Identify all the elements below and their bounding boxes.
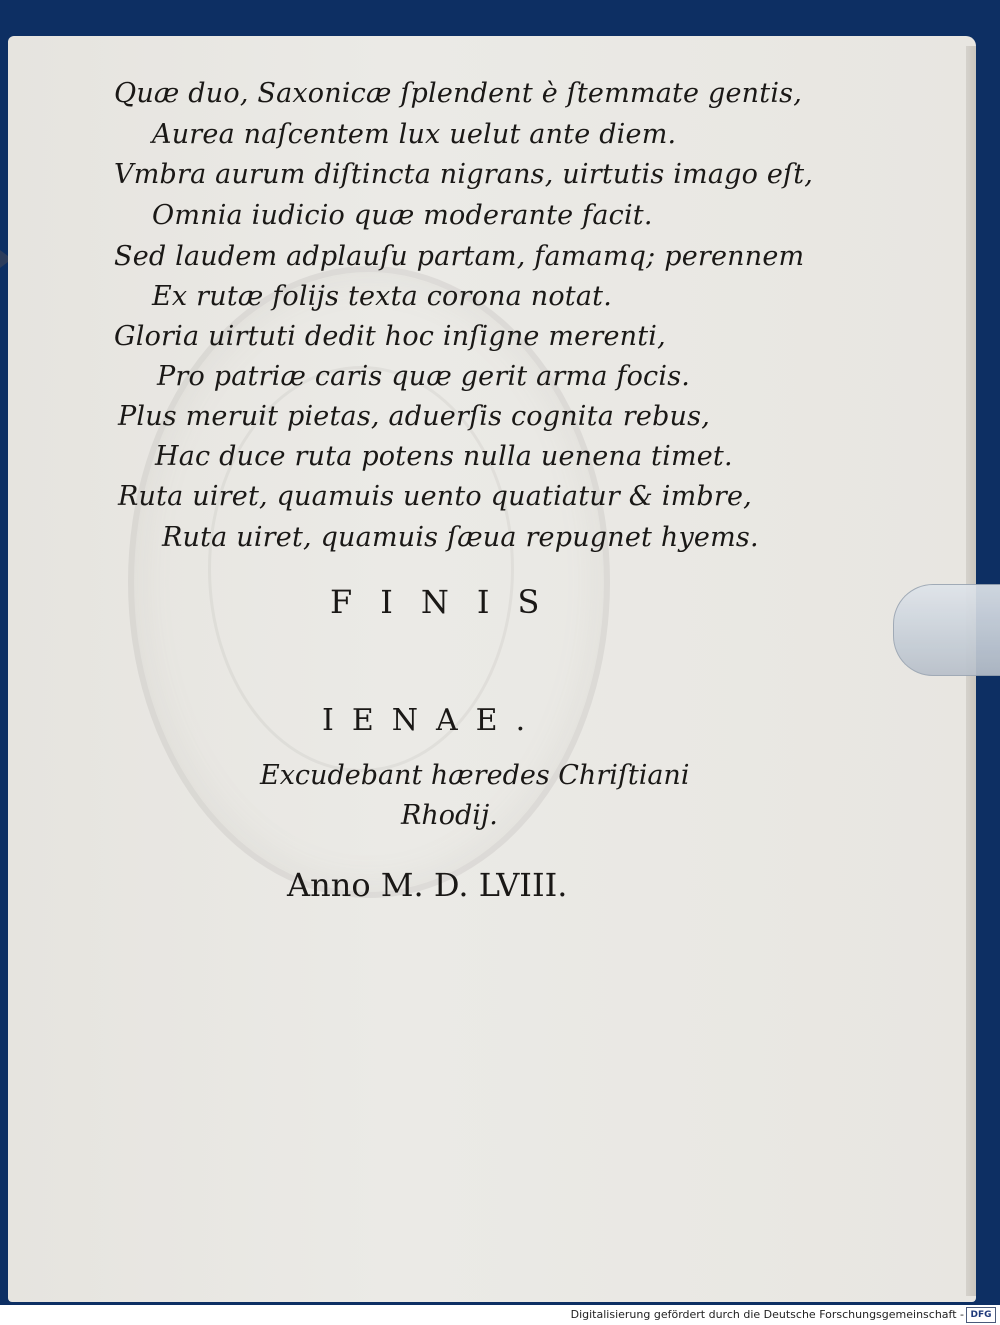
verse-line: Omnia iudicio quæ moderante facit. <box>152 200 653 231</box>
verse-line: Ruta uiret, quamuis uento quatiatur & imbre, <box>118 481 752 512</box>
verse-line: Ruta uiret, quamuis ſæua repugnet hyems. <box>162 522 759 553</box>
verse-line: Aurea naſcentem lux uelut ante diem. <box>152 119 677 150</box>
verse-line: Hac duce ruta potens nulla uenena timet. <box>155 441 733 472</box>
imprint-printer: Excudebant hæredes Chriſtiani <box>260 760 690 791</box>
imprint-printer-name: Rhodij. <box>401 800 498 831</box>
verse-line: Gloria uirtuti dedit hoc inſigne merenti, <box>114 321 666 352</box>
funding-credit: Digitalisierung gefördert durch die Deutsche Forschungsgemeinschaft - <box>570 1308 964 1321</box>
verse-line: Vmbra aurum diſtincta nigrans, uirtutis imago eſt, <box>114 159 814 190</box>
verse-line: Pro patriæ caris quæ gerit arma focis. <box>157 361 691 392</box>
dfg-logo-icon: DFG <box>966 1307 996 1323</box>
imprint-place: IENAE. <box>322 703 544 738</box>
finis-heading: FINIS <box>330 583 568 621</box>
verse-line: Sed laudem adplauſu partam, famamq; perennem <box>114 241 805 272</box>
footer-bar <box>0 1305 1000 1325</box>
imprint-year: Anno M. D. LVIII. <box>287 866 568 904</box>
verse-line: Plus meruit pietas, aduerſis cognita rebus, <box>118 401 710 432</box>
page-clip <box>893 584 1000 676</box>
verse-line: Ex rutæ folijs texta corona notat. <box>152 281 612 312</box>
verse-line: Quæ duo, Saxonicæ ſplendent è ſtemmate gentis, <box>114 78 802 109</box>
